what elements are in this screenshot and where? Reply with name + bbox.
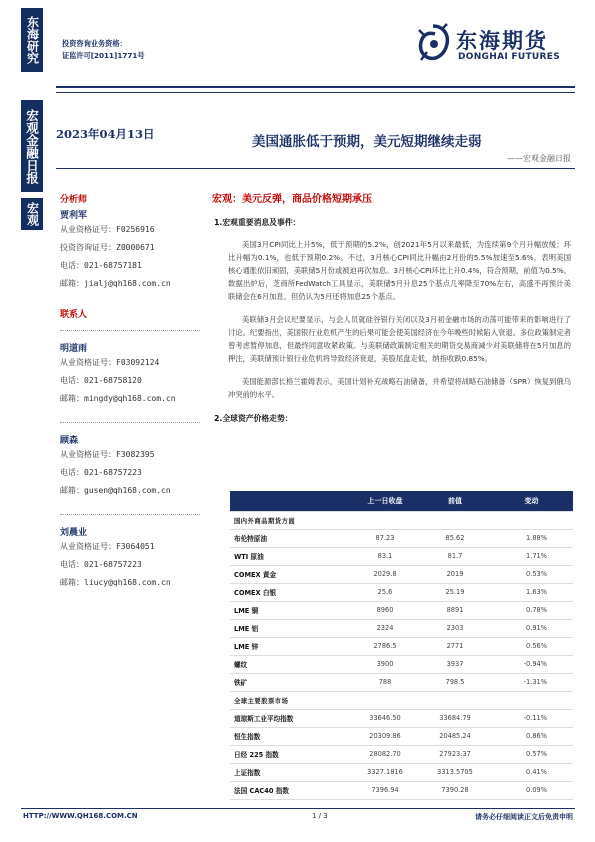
asset-name-cell: 恒生指数 (230, 727, 350, 745)
change-cell: 0.56% (490, 637, 573, 655)
prev-close-cell: 2029.8 (350, 565, 420, 583)
news-paragraph: 美国3月CPI同比上升5%，低于预期的5.2%，创2021年5月以来最低，为连续第9个月升幅放缓；环比升幅为0.1%，也低于预期0.2%。不过，3月核心CPI同比升幅由2月份的5.5%加速至5.6%，表明美国核心通胀依旧顽固，美联储5月份或被迫再次加息。3月核心CPI环比上升0.4%，符合预期，前值为0.5%。数据出炉后，芝商所FedWatch工具显示，美联储5月升息25个基点几率降至70%左右，高盛不再预计美联储会在6月加息，但仍认为5月还将加息25个基点。 (228, 240, 571, 301)
logo-cn-text: 东海期货 (456, 29, 548, 53)
prev-close-cell: 25.6 (350, 583, 420, 601)
asset-name-cell: LME 锌 (230, 637, 350, 655)
column-header (230, 491, 350, 511)
change-cell: -1.31% (490, 673, 573, 691)
report-date: 2023年04月13日 (56, 127, 155, 141)
footer-divider (21, 808, 575, 809)
contact-cert: 从业资格证号：F3082395 (60, 450, 155, 459)
table-row (230, 781, 573, 799)
prev-close-cell: 788 (350, 673, 420, 691)
left-bar-research: 东海研究 (21, 8, 43, 72)
prev-close-cell: 7396.94 (350, 781, 420, 799)
change-cell: 0.86% (490, 727, 573, 745)
footer-page-number: 1 / 3 (312, 812, 328, 820)
contact-name: 顾森 (60, 436, 79, 446)
change-cell: 0.78% (490, 601, 573, 619)
table-row (230, 565, 573, 583)
prior-value-cell: 3937 (420, 655, 490, 673)
prior-value-cell: 3313.5705 (420, 763, 490, 781)
prev-close-cell: 20309.86 (350, 727, 420, 745)
table-group-row (230, 511, 573, 529)
footer-disclaimer: 请务必仔细阅读正文后免责申明 (475, 813, 573, 821)
prev-close-cell: 2786.5 (350, 637, 420, 655)
table-row (230, 727, 573, 745)
prior-value-cell: 81.7 (420, 547, 490, 565)
asset-name-cell: LME 铝 (230, 619, 350, 637)
contact-block (60, 525, 210, 592)
contact-cert: 从业资格证号：F03092124 (60, 358, 160, 367)
table-row (230, 601, 573, 619)
prev-close-cell: 33646.50 (350, 709, 420, 727)
prev-close-cell: 2324 (350, 619, 420, 637)
left-bar-report-type: 宏观金融日报 (21, 100, 43, 192)
news-paragraph: 美国能源部长格兰霍姆表示，美国计划补充战略石油储备，并希望将战略石油储备（SPR）恢复到俄乌冲突前的水平。 (228, 377, 571, 399)
dragon-emblem-icon (413, 22, 453, 66)
contact-name: 明道雨 (60, 344, 88, 354)
change-cell: 0.53% (490, 565, 573, 583)
section-heading-news: 1.宏观重要消息及事件： (214, 218, 301, 227)
title-divider (56, 168, 575, 169)
asset-name-cell: 日经 225 指数 (230, 745, 350, 763)
prior-value-cell: 2771 (420, 637, 490, 655)
prior-value-cell: 20485.24 (420, 727, 490, 745)
group-label: 国内外商品期货方面 (230, 511, 573, 529)
column-header: 前值 (420, 491, 490, 511)
prev-close-cell: 83.1 (350, 547, 420, 565)
column-header: 上一日收盘 (350, 491, 420, 511)
contact-phone: 电话：021-68757223 (60, 468, 142, 477)
change-cell: -0.11% (490, 709, 573, 727)
asset-name-cell: COMEX 白银 (230, 583, 350, 601)
change-cell: 0.91% (490, 619, 573, 637)
qualification-line2: 证监许可[2011]1771号 (62, 51, 145, 60)
table-row (230, 619, 573, 637)
asset-name-cell: 铁矿 (230, 673, 350, 691)
change-cell: 0.41% (490, 763, 573, 781)
analyst-cert: 从业资格证号：F0256916 (60, 225, 155, 234)
news-paragraph: 美联储3月会议纪要显示，与会人员就硅谷银行关闭以及3月初金融市场的动荡可能带来的影响进行了讨论。纪要指出，美国银行业危机产生的后果可能会使美国经济在今年晚些时候陷入衰退。多位政策制定者曾考虑暂停加息，但最终同意收紧政策。与美联储政策制定相关的期货交易商减少对美联储将在5月加息的押注，美联储预计银行业危机将导致经济衰退，美股尾盘走低，纳指收跌0.85%。 (228, 315, 571, 363)
asset-name-cell: 道琼斯工业平均指数 (230, 709, 350, 727)
contact-name: 刘晨业 (60, 528, 88, 538)
group-label: 全球主要股票市场 (230, 691, 573, 709)
asset-name-cell: 布伦特原油 (230, 529, 350, 547)
prev-close-cell: 87.23 (350, 529, 420, 547)
prior-value-cell: 2303 (420, 619, 490, 637)
table-row (230, 547, 573, 565)
asset-name-cell: LME 铜 (230, 601, 350, 619)
change-cell: -0.94% (490, 655, 573, 673)
analyst-invest-cert: 投资咨询证号：Z0000671 (60, 243, 155, 252)
prior-value-cell: 2019 (420, 565, 490, 583)
qualification-block (62, 38, 145, 62)
footer-url[interactable]: HTTP://WWW.QH168.COM.CN (23, 812, 138, 820)
change-cell: 0.57% (490, 745, 573, 763)
company-logo (413, 22, 583, 70)
logo-en-text: DONGHAI FUTURES (458, 52, 560, 62)
table-row (230, 583, 573, 601)
contacts-divider (60, 514, 200, 515)
analyst-block (60, 192, 210, 293)
contact-phone: 电话：021-68758120 (60, 376, 142, 385)
contact-email[interactable]: 邮箱：mingdy@qh168.com.cn (60, 394, 176, 403)
contact-phone: 电话：021-68757223 (60, 560, 142, 569)
analyst-phone: 电话：021-68757181 (60, 261, 142, 270)
change-cell: 1.71% (490, 547, 573, 565)
prev-close-cell: 28082.70 (350, 745, 420, 763)
prev-close-cell: 3327.1816 (350, 763, 420, 781)
prior-value-cell: 798.5 (420, 673, 490, 691)
contacts-divider (60, 422, 200, 423)
change-cell: 1.88% (490, 529, 573, 547)
table-row (230, 709, 573, 727)
table-group-row (230, 691, 573, 709)
report-subtitle: ——宏观金融日报 (507, 154, 571, 163)
qualification-line1: 投资咨询业务资格： (62, 39, 127, 48)
left-bar-category: 宏观 (21, 198, 43, 230)
analyst-email[interactable]: 邮箱：jialj@qh168.com.cn (60, 279, 171, 288)
prev-close-cell: 8960 (350, 601, 420, 619)
table-row (230, 763, 573, 781)
header-rule-thin (56, 92, 575, 93)
change-cell: 1.63% (490, 583, 573, 601)
table-header-row (230, 491, 573, 511)
asset-name-cell: WTI 原油 (230, 547, 350, 565)
asset-name-cell: COMEX 黄金 (230, 565, 350, 583)
contact-email[interactable]: 邮箱：liucy@qh168.com.cn (60, 578, 171, 587)
prior-value-cell: 85.62 (420, 529, 490, 547)
table-row (230, 529, 573, 547)
asset-name-cell: 螺纹 (230, 655, 350, 673)
prior-value-cell: 27923.37 (420, 745, 490, 763)
report-title: 美国通胀低于预期，美元短期继续走弱 (252, 134, 482, 150)
contact-block (60, 433, 210, 500)
price-table (230, 491, 573, 800)
table-row (230, 655, 573, 673)
contacts-divider (60, 330, 200, 331)
prior-value-cell: 25.19 (420, 583, 490, 601)
column-header: 变动 (490, 491, 573, 511)
main-content (212, 190, 577, 434)
prior-value-cell: 8891 (420, 601, 490, 619)
table-row (230, 673, 573, 691)
section-heading-prices: 2.全球资产价格走势： (214, 414, 293, 423)
price-table-body (230, 511, 573, 799)
analyst-section-label: 分析师 (60, 195, 88, 205)
table-row (230, 637, 573, 655)
asset-name-cell: 法国 CAC40 指数 (230, 781, 350, 799)
asset-name-cell: 上证指数 (230, 763, 350, 781)
main-heading: 宏观：美元反弹，商品价格短期承压 (212, 194, 372, 205)
contact-email[interactable]: 邮箱：gusen@qh168.com.cn (60, 486, 171, 495)
header-rule-thick (56, 86, 575, 88)
prev-close-cell: 3900 (350, 655, 420, 673)
contacts-section-label: 联系人 (60, 310, 88, 320)
prior-value-cell: 7390.28 (420, 781, 490, 799)
contact-cert: 从业资格证号：F3064051 (60, 542, 155, 551)
sidebar-contacts (60, 192, 210, 606)
table-row (230, 745, 573, 763)
prior-value-cell: 33684.79 (420, 709, 490, 727)
change-cell: 0.09% (490, 781, 573, 799)
analyst-name: 贾利军 (60, 211, 88, 221)
contact-block (60, 341, 210, 408)
